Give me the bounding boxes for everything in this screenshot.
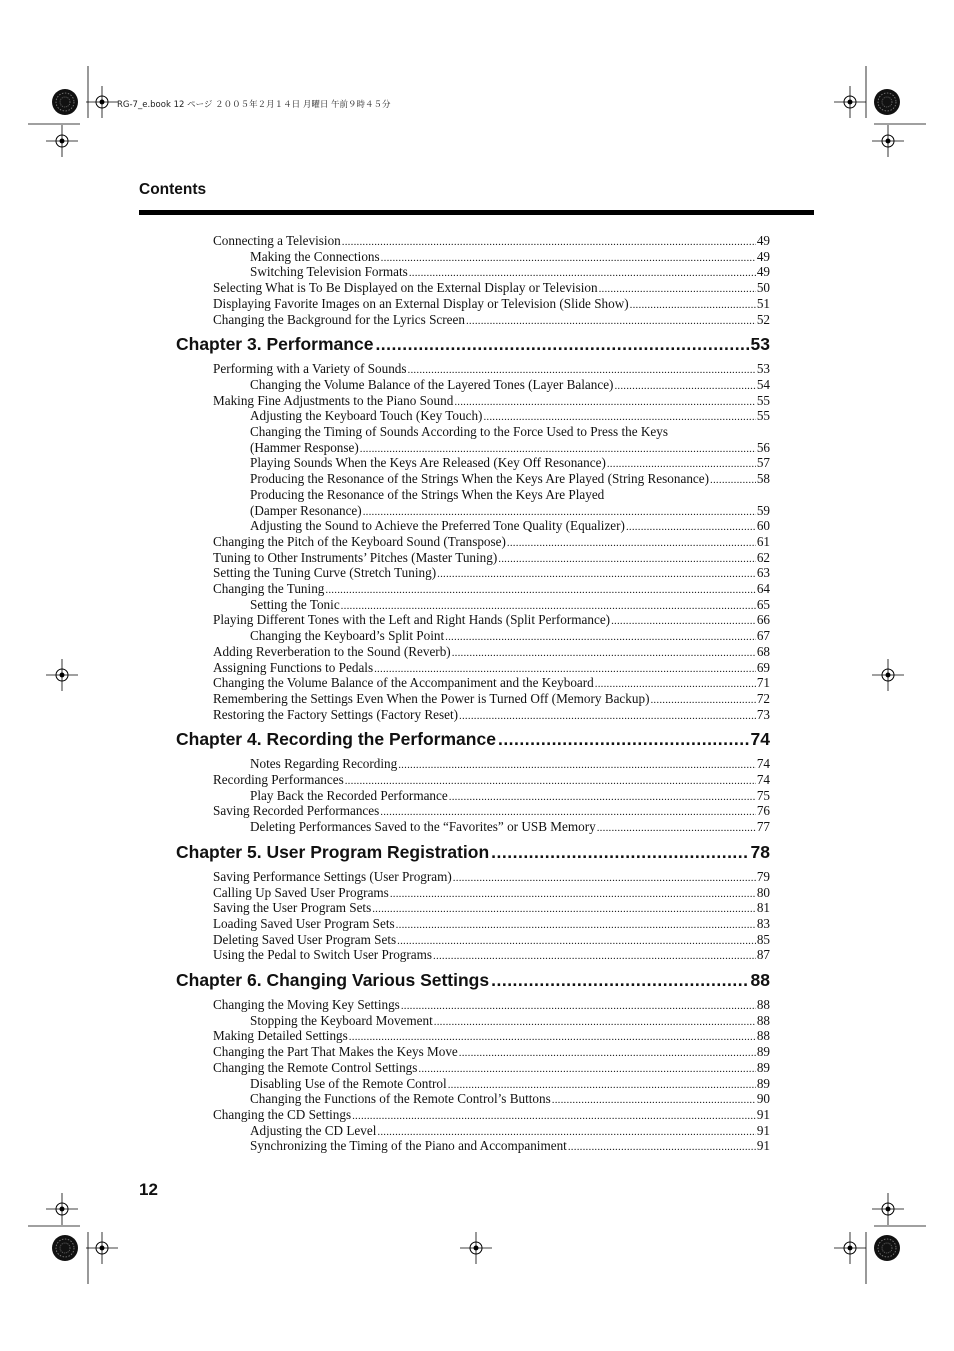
crosshair-top-left (86, 86, 118, 118)
dot-leader (396, 916, 756, 933)
toc-entry-title: Changing the Volume Balance of the Accompaniment and the Keyboard (213, 675, 594, 691)
toc-entry-page: 91 (756, 1138, 770, 1154)
toc-entry-title: (Hammer Response) (250, 439, 359, 455)
toc-entry[interactable] (213, 1107, 770, 1124)
toc-entry-title: Stopping the Keyboard Movement (250, 1012, 433, 1028)
toc-entry[interactable] (250, 249, 770, 266)
toc-entry-title: Changing the Keyboard’s Split Point (250, 628, 445, 644)
crosshair-bottom-center (460, 1232, 492, 1264)
toc-entry[interactable] (213, 534, 770, 551)
dot-leader (630, 296, 756, 313)
toc-entry[interactable] (250, 1091, 770, 1108)
toc-entry-title: Remembering the Settings Even When the Power is Turned Off (Memory Backup) (213, 690, 650, 706)
dot-leader (437, 565, 756, 582)
dot-leader (552, 1091, 756, 1108)
toc-entry-title: Changing the Pitch of the Keyboard Sound (Transpose) (213, 533, 506, 549)
toc-entry[interactable] (250, 1013, 770, 1030)
toc-entry-page: 68 (756, 643, 770, 659)
toc-entry-page: 77 (756, 819, 770, 835)
toc-entry-title: Changing the Part That Makes the Keys Move (213, 1044, 458, 1060)
dot-leader (498, 729, 749, 750)
toc-entry-page: 88 (756, 997, 770, 1012)
toc-entry-title: Setting the Tonic (250, 596, 340, 612)
toc-entry[interactable] (250, 1138, 770, 1155)
dot-leader (377, 1123, 755, 1140)
chapter-title: Chapter 3. Performance (176, 334, 374, 355)
toc-entry-title: Restoring the Factory Settings (Factory Reset) (213, 706, 459, 722)
crosshair-bottom-left (86, 1232, 118, 1264)
toc-entry-page: 52 (756, 311, 770, 327)
toc-entry[interactable] (250, 788, 770, 805)
dot-leader (325, 581, 755, 598)
section-title: Contents (139, 181, 207, 198)
dot-leader (397, 932, 756, 949)
dot-leader (445, 628, 756, 645)
registration-star-bottom-left (52, 1235, 78, 1261)
toc-entry-page: 75 (756, 787, 770, 803)
chapter-page: 74 (750, 729, 770, 750)
toc-entry[interactable] (213, 361, 770, 378)
crosshair-left-upper (46, 125, 78, 157)
dot-leader (448, 1076, 756, 1093)
toc-entry-page: 79 (756, 868, 770, 884)
chapter-heading[interactable] (176, 970, 770, 991)
dot-leader (418, 1060, 755, 1077)
toc-entry[interactable] (213, 612, 770, 629)
dot-leader (390, 885, 756, 902)
toc-entry[interactable] (213, 233, 770, 250)
toc-entry-title: Deleting Performances Saved to the “Favorites” or USB Memory (250, 819, 596, 835)
toc-entry[interactable] (213, 916, 770, 933)
toc-entry-page: 89 (756, 1075, 770, 1091)
toc-entry-page: 64 (756, 581, 770, 596)
toc-entry[interactable] (250, 597, 770, 614)
toc-entry[interactable] (250, 518, 770, 535)
toc-entry-title: Changing the Background for the Lyrics Screen (213, 311, 465, 327)
toc-entry-title: Switching Television Formats (250, 264, 408, 280)
toc-entry-title: Calling Up Saved User Programs (213, 884, 389, 900)
chapter-page: 53 (750, 334, 770, 355)
toc-entry[interactable] (250, 471, 770, 488)
dot-leader (614, 377, 755, 394)
toc-entry[interactable] (213, 900, 770, 917)
crosshair-right-upper (872, 125, 904, 157)
toc-entry-page: 55 (756, 408, 770, 424)
toc-entry-page: 72 (756, 690, 770, 706)
toc-entry[interactable] (250, 408, 770, 425)
toc-entry[interactable] (250, 377, 770, 394)
dot-leader (452, 644, 756, 661)
toc-entry-page: 51 (756, 295, 770, 311)
dot-leader (626, 518, 756, 535)
toc-entry-title: Adjusting the Sound to Achieve the Preferred Tone Quality (Equalizer) (250, 518, 625, 534)
toc-entry-page: 49 (756, 264, 770, 280)
toc-entry-title: Disabling Use of the Remote Control (250, 1075, 447, 1091)
dot-leader (398, 756, 756, 773)
toc-entry-page: 83 (756, 915, 770, 931)
chapter-heading[interactable] (176, 729, 770, 750)
toc-entry-first-line: Changing the Timing of Sounds According to the Force Used to Press the Keys (250, 424, 668, 439)
toc-entry[interactable] (213, 885, 770, 902)
toc-entry-page: 55 (756, 392, 770, 408)
toc-entry-title: Adjusting the Keyboard Touch (Key Touch) (250, 408, 483, 424)
toc-entry-title: Changing the Volume Balance of the Layered Tones (Layer Balance) (250, 376, 614, 392)
toc-entry-page: 76 (756, 803, 770, 819)
toc-entry-page: 87 (756, 947, 770, 963)
registration-star-top-left (52, 89, 78, 115)
dot-leader (374, 660, 756, 677)
toc-entry-page: 66 (756, 612, 770, 628)
toc-entry-page: 63 (756, 565, 770, 581)
toc-entry-title: Displaying Favorite Images on an External Display or Television (Slide Show) (213, 295, 629, 311)
crosshair-right-middle (872, 659, 904, 691)
toc-entry[interactable] (213, 803, 770, 820)
dot-leader (459, 1044, 756, 1061)
toc-entry-page: 91 (756, 1122, 770, 1138)
chapter-title: Chapter 6. Changing Various Settings (176, 970, 490, 990)
dot-leader (597, 819, 756, 836)
toc-entry-title: Selecting What is To Be Displayed on the External Display or Television (213, 280, 598, 296)
toc-entry-title: Making Fine Adjustments to the Piano Sound (213, 392, 454, 408)
chapter-heading[interactable] (176, 334, 770, 355)
crosshair-right-lower (872, 1193, 904, 1225)
dot-leader (498, 550, 756, 567)
crosshair-top-right (834, 86, 866, 118)
toc-entry-title: Saving Recorded Performances (213, 803, 380, 819)
toc-entry-page: 69 (756, 659, 770, 675)
toc-entry[interactable] (250, 628, 770, 645)
toc-entry[interactable] (213, 947, 770, 964)
toc-entry[interactable] (213, 772, 770, 789)
toc-entry-title: Saving the User Program Sets (213, 900, 372, 916)
toc-entry-title: Synchronizing the Timing of the Piano and Accompaniment (250, 1138, 567, 1154)
dot-leader (454, 393, 756, 410)
dot-leader (352, 1107, 756, 1124)
toc-entry[interactable] (213, 932, 770, 949)
toc-entry-page: 53 (756, 361, 770, 377)
toc-entry-title: Connecting a Television (213, 233, 341, 248)
registration-star-bottom-right (874, 1235, 900, 1261)
toc-entry-page: 59 (756, 502, 770, 518)
toc-entry[interactable] (250, 503, 770, 520)
toc-entry-title: Changing the Remote Control Settings (213, 1059, 418, 1075)
dot-leader (381, 249, 756, 266)
toc-entry[interactable] (213, 660, 770, 677)
toc-entry[interactable] (213, 565, 770, 582)
dot-leader (341, 597, 756, 614)
dot-leader (434, 1013, 756, 1030)
dot-leader (491, 842, 748, 863)
toc-entry-page: 74 (756, 772, 770, 787)
dot-leader (342, 233, 756, 250)
toc-entry-title: Using the Pedal to Switch User Programs (213, 947, 433, 963)
toc-entry-page: 90 (756, 1091, 770, 1107)
toc-entry-title: Making the Connections (250, 248, 380, 264)
dot-leader (453, 869, 756, 886)
toc-entry-page: 50 (756, 280, 770, 296)
toc-entry-page: 60 (756, 518, 770, 534)
toc-entry-title: Performing with a Variety of Sounds (213, 361, 407, 377)
dot-leader (401, 997, 756, 1014)
dot-leader (449, 788, 756, 805)
chapter-page: 88 (750, 970, 770, 990)
toc-entry-page: 81 (756, 900, 770, 916)
dot-leader (363, 503, 756, 520)
toc-entry-title: Play Back the Recorded Performance (250, 787, 448, 803)
toc-entry-page: 56 (756, 439, 770, 455)
toc-entry[interactable] (213, 1028, 770, 1045)
toc-entry-page: 88 (756, 1012, 770, 1028)
toc-entry[interactable] (250, 1123, 770, 1140)
dot-leader (433, 947, 756, 964)
toc-entry-page: 67 (756, 628, 770, 644)
toc-entry-page: 80 (756, 884, 770, 900)
dot-leader (568, 1138, 756, 1155)
dot-leader (345, 772, 756, 789)
dot-leader (599, 280, 756, 297)
dot-leader (650, 691, 755, 708)
chapter-heading[interactable] (176, 842, 770, 863)
dot-leader (607, 455, 756, 472)
toc-entry[interactable] (213, 869, 770, 886)
toc-entry-page: 73 (756, 706, 770, 722)
crosshair-left-middle (46, 659, 78, 691)
toc-entry-title: Adjusting the CD Level (250, 1122, 377, 1138)
toc-entry-page: 89 (756, 1059, 770, 1075)
chapter-title: Chapter 4. Recording the Performance (176, 729, 496, 750)
toc-entry-page: 91 (756, 1106, 770, 1122)
dot-leader (380, 803, 756, 820)
toc-entry-title: Changing the Moving Key Settings (213, 997, 400, 1012)
dot-leader (595, 675, 756, 692)
toc-entry[interactable] (250, 264, 770, 281)
toc-entry-title: Producing the Resonance of the Strings When the Keys Are Played (String Resonance) (250, 471, 710, 487)
toc-entry-title: Playing Different Tones with the Left and Right Hands (Split Performance) (213, 612, 611, 628)
toc-entry-title: Recording Performances (213, 772, 344, 787)
dot-leader (466, 312, 756, 329)
toc-entry-title: Changing the CD Settings (213, 1106, 352, 1122)
toc-entry[interactable] (213, 581, 770, 598)
crosshair-left-lower (46, 1193, 78, 1225)
toc-entry-title: (Damper Resonance) (250, 502, 362, 518)
toc-entry[interactable] (213, 393, 770, 410)
toc-entry-title: Playing Sounds When the Keys Are Released (Key Off Resonance) (250, 455, 606, 471)
toc-entry-page: 49 (756, 248, 770, 264)
toc-entry[interactable] (250, 819, 770, 836)
toc-entry[interactable] (213, 1044, 770, 1061)
dot-leader (491, 970, 748, 991)
toc-entry-page: 54 (756, 376, 770, 392)
toc-entry-page: 62 (756, 549, 770, 565)
toc-entry-title: Saving Performance Settings (User Program) (213, 868, 452, 884)
toc-entry[interactable] (213, 550, 770, 567)
toc-entry[interactable] (213, 691, 770, 708)
crosshair-bottom-right (834, 1232, 866, 1264)
toc-entry-title: Loading Saved User Program Sets (213, 915, 395, 931)
toc-entry-page: 71 (756, 675, 770, 691)
dot-leader (459, 707, 756, 724)
toc-entry[interactable] (213, 312, 770, 329)
toc-entry-page: 49 (756, 233, 770, 248)
toc-entry-page: 74 (756, 756, 770, 772)
toc-entry-page: 57 (756, 455, 770, 471)
registration-star-top-right (874, 89, 900, 115)
toc-entry[interactable] (250, 756, 770, 773)
toc-entry[interactable] (213, 280, 770, 297)
dot-leader (611, 612, 756, 629)
toc-entry[interactable] (250, 455, 770, 472)
toc-entry-page: 89 (756, 1044, 770, 1060)
toc-entry-title: Setting the Tuning Curve (Stretch Tuning) (213, 565, 437, 581)
toc-entry[interactable] (213, 1060, 770, 1077)
toc-entry-page: 65 (756, 596, 770, 612)
dot-leader (372, 900, 756, 917)
toc-entry[interactable] (213, 997, 770, 1014)
dot-leader (483, 408, 755, 425)
toc-entry-title: Changing the Tuning (213, 581, 325, 596)
header-rule (139, 210, 814, 215)
dot-leader (507, 534, 756, 551)
toc-entry-title: Making Detailed Settings (213, 1028, 348, 1044)
dot-leader (710, 471, 756, 488)
dot-leader (360, 440, 756, 457)
toc-entry-title: Assigning Functions to Pedals (213, 659, 374, 675)
toc-entry[interactable] (213, 644, 770, 661)
print-header-note: RG-7_e.book 12 ページ ２００５年２月１４日 月曜日 午前９時４５分 (117, 100, 391, 110)
page-number: 12 (139, 1180, 158, 1199)
dot-leader (349, 1028, 756, 1045)
toc-entry-page: 61 (756, 533, 770, 549)
toc-entry[interactable] (250, 1076, 770, 1093)
toc-entry[interactable] (213, 707, 770, 724)
toc-entry-title: Adding Reverberation to the Sound (Reverb) (213, 643, 451, 659)
toc-entry-title: Deleting Saved User Program Sets (213, 931, 397, 947)
toc-entry[interactable] (250, 440, 770, 457)
toc-entry[interactable] (213, 296, 770, 313)
dot-leader (375, 334, 748, 355)
dot-leader (408, 361, 756, 378)
toc-entry-page: 85 (756, 931, 770, 947)
toc-entry-first-line: Producing the Resonance of the Strings When the Keys Are Played (250, 486, 605, 502)
toc-entry-page: 58 (756, 471, 770, 487)
dot-leader (409, 264, 756, 281)
chapter-page: 78 (750, 841, 770, 862)
toc-entry-title: Notes Regarding Recording (250, 756, 398, 772)
toc-entry[interactable] (213, 675, 770, 692)
chapter-title: Chapter 5. User Program Registration (176, 841, 490, 862)
toc-entry-title: Changing the Functions of the Remote Control’s Buttons (250, 1091, 551, 1107)
toc-entry-title: Tuning to Other Instruments’ Pitches (Master Tuning) (213, 549, 498, 565)
toc-entry-page: 88 (756, 1028, 770, 1044)
